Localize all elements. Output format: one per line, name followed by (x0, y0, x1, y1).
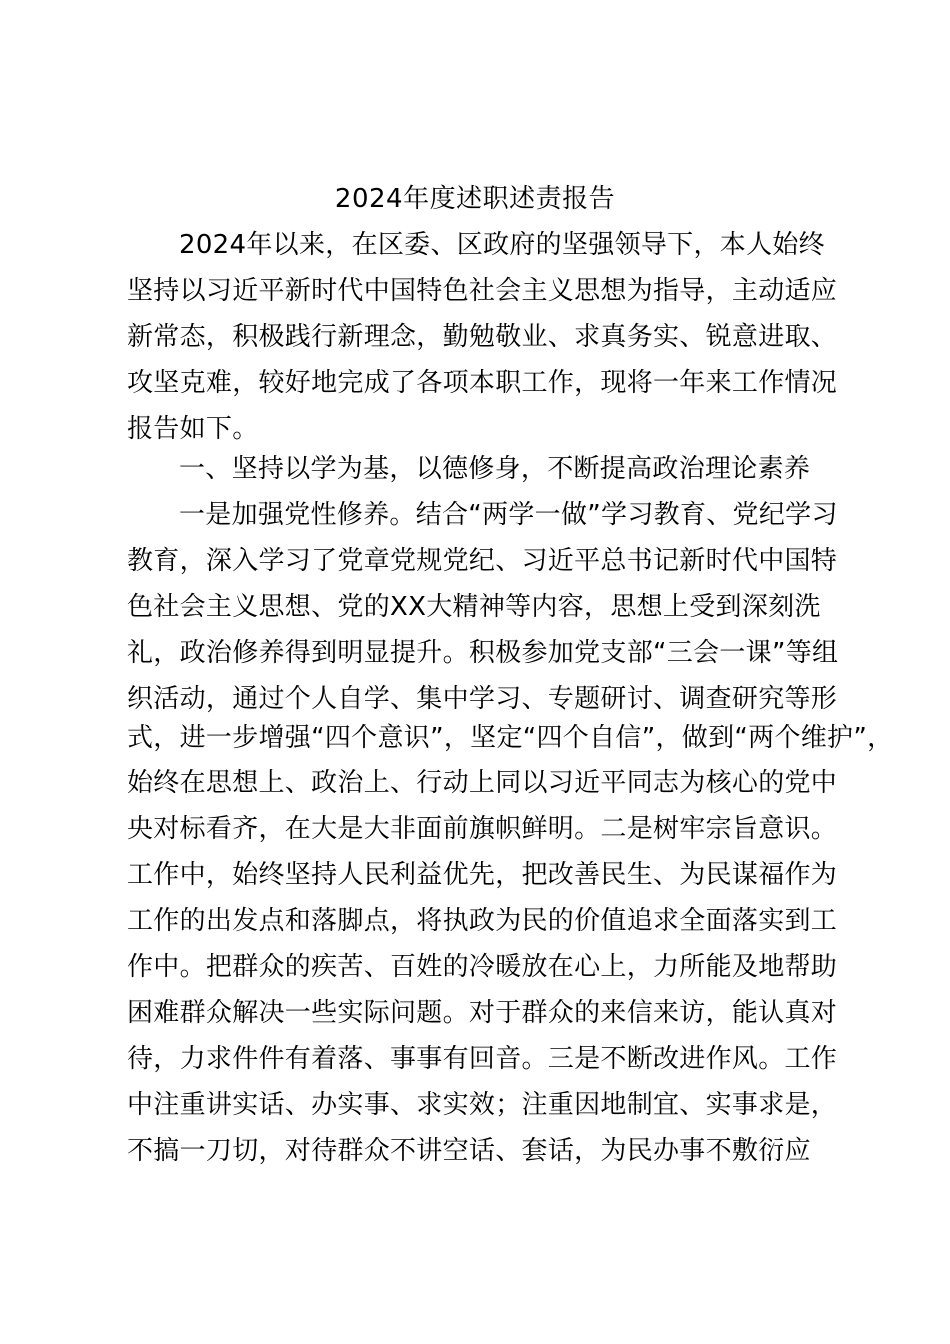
paragraph-line: 礼，政治修养得到明显提升。积极参加党支部“三会一课”等组 (127, 638, 839, 668)
paragraph-line: 工作的出发点和落脚点，将执政为民的价值追求全面落实到工 (127, 906, 838, 936)
paragraph-line: 式，进一步增强“四个意识”，坚定“四个自信”，做到“两个维护”， (127, 723, 894, 753)
paragraph-line: 央对标看齐，在大是大非面前旗帜鲜明。二是树牢宗旨意识。 (127, 814, 838, 844)
paragraph-line: 织活动，通过个人自学、集中学习、专题研讨、调查研究等形 (127, 684, 838, 714)
paragraph-line: 色社会主义思想、党的XX大精神等内容，思想上受到深刻洗 (127, 592, 821, 622)
paragraph-line: 不搞一刀切，对待群众不讲空话、套话，为民办事不敷衍应 (127, 1136, 811, 1166)
paragraph-line: 新常态，积极践行新理念，勤勉敬业、求真务实、锐意进取、 (127, 322, 838, 352)
paragraph-line: 作中。把群众的疾苦、百姓的冷暖放在心上，力所能及地帮助 (127, 952, 838, 982)
paragraph-line: 报告如下。 (127, 414, 259, 444)
paragraph-line: 坚持以习近平新时代中国特色社会主义思想为指导，主动适应 (127, 276, 838, 306)
paragraph-line: 中注重讲实话、办实事、求实效；注重因地制宜、实事求是， (127, 1090, 838, 1120)
section-heading: 一、坚持以学为基，以德修身，不断提高政治理论素养 (179, 454, 811, 484)
document-title: 2024年度述职述责报告 (334, 184, 616, 214)
paragraph-line: 待，力求件件有着落、事事有回音。三是不断改进作风。工作 (127, 1044, 838, 1074)
paragraph-line: 教育，深入学习了党章党规党纪、习近平总书记新时代中国特 (127, 546, 838, 576)
paragraph-line: 一是加强党性修养。结合“两学一做”学习教育、党纪学习 (179, 500, 838, 530)
paragraph-line: 2024年以来，在区委、区政府的坚强领导下，本人始终 (179, 230, 825, 260)
paragraph-line: 攻坚克难，较好地完成了各项本职工作，现将一年来工作情况 (127, 368, 838, 398)
paragraph-line: 困难群众解决一些实际问题。对于群众的来信来访，能认真对 (127, 998, 838, 1028)
paragraph-line: 始终在思想上、政治上、行动上同以习近平同志为核心的党中 (127, 768, 838, 798)
paragraph-line: 工作中，始终坚持人民利益优先，把改善民生、为民谋福作为 (127, 860, 838, 890)
